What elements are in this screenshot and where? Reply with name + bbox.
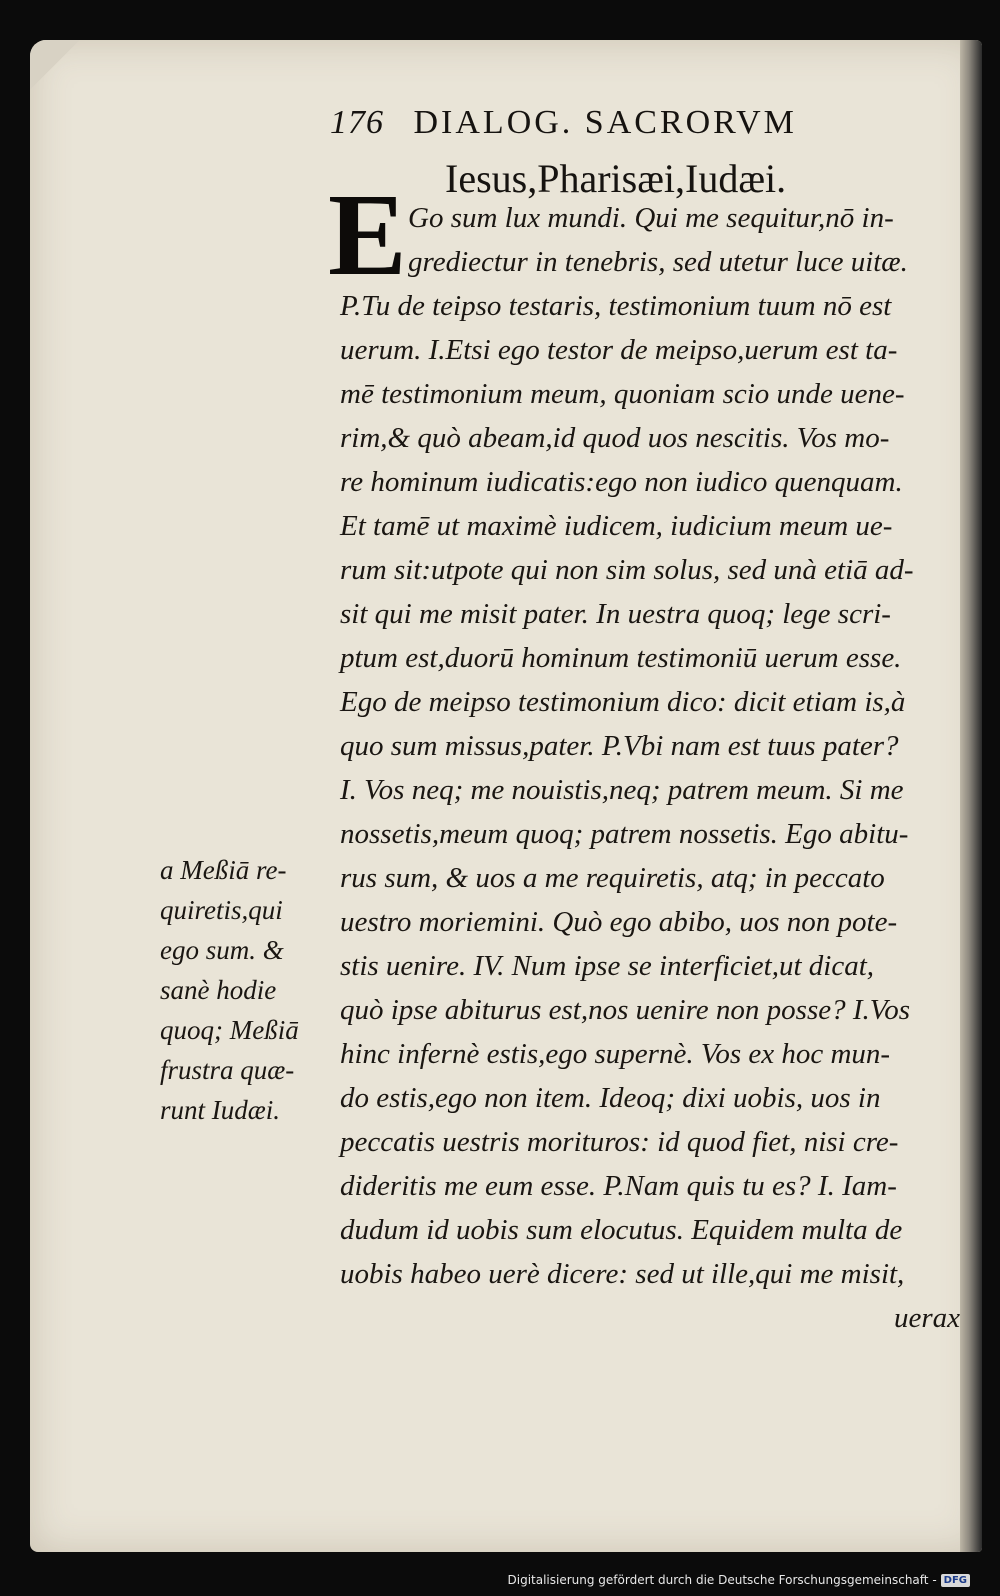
folded-corner — [30, 40, 80, 90]
text-line: dudum id uobis sum elocutus. Equidem multa de — [340, 1214, 903, 1246]
margin-line: frustra quæ- — [160, 1055, 295, 1085]
page-number: 176 — [330, 104, 384, 141]
text-line: do estis,ego non item. Ideoq; dixi uobis, uos in — [340, 1082, 881, 1114]
footer-text: Digitalisierung gefördert durch die Deutsche Forschungsgemeinschaft - — [507, 1573, 937, 1587]
text-line: rum sit:utpote qui non sim solus, sed unà etiā ad- — [340, 554, 914, 586]
text-line: Et tamē ut maximè iudicem, iudicium meum ue- — [340, 510, 893, 542]
margin-line: ego sum. & — [160, 935, 284, 965]
text-line: quo sum missus,pater. P.Vbi nam est tuus pater? — [340, 730, 899, 762]
text-line: rim,& quò abeam,id quod uos nescitis. Vos mo- — [340, 422, 890, 454]
text-line: uestro moriemini. Quò ego abibo, uos non pote- — [340, 906, 898, 938]
text-line: quò ipse abiturus est,nos uenire non posse? I.Vos — [340, 994, 911, 1026]
text-line: nossetis,meum quoq; patrem nossetis. Ego abitu- — [340, 818, 909, 850]
margin-line: sanè hodie — [160, 975, 277, 1005]
text-line: grediectur in tenebris, sed utetur luce uitæ. — [408, 246, 908, 278]
footer-credit — [508, 1570, 971, 1590]
text-line: dideritis me eum esse. P.Nam quis tu es? I. Iam- — [340, 1170, 897, 1202]
text-line: uobis habeo uerè dicere: sed ut ille,qui me misit, — [340, 1258, 905, 1290]
margin-line: quiretis,qui — [160, 895, 283, 925]
text-line: sit qui me misit pater. In uestra quoq; lege scri- — [340, 598, 891, 630]
text-line: rus sum, & uos a me requiretis, atq; in peccato — [340, 862, 885, 894]
text-line: I. Vos neq; me nouistis,neq; patrem meum. Si me — [340, 774, 904, 806]
drop-cap: E — [328, 169, 407, 300]
page-edge — [960, 40, 982, 1552]
catchword: uerax — [893, 1302, 960, 1334]
margin-line: quoq; Meßiā — [160, 1015, 299, 1045]
text-line: Go sum lux mundi. Qui me sequitur,nō in- — [408, 202, 894, 234]
margin-line: runt Iudæi. — [160, 1095, 281, 1125]
text-line: uerum. I.Etsi ego testor de meipso,uerum est ta- — [340, 334, 898, 366]
text-line: hinc infernè estis,ego supernè. Vos ex hoc mun- — [340, 1038, 891, 1070]
text-line: P.Tu de teipso testaris, testimonium tuum nō est — [340, 290, 892, 322]
text-line: Ego de meipso testimonium dico: dicit etiam is,à — [340, 686, 906, 718]
text-line: stis uenire. IV. Num ipse se interficiet,ut dicat, — [340, 950, 875, 982]
running-head — [330, 104, 930, 144]
margin-line: a Meßiā re- — [160, 855, 287, 885]
text-line: re hominum iudicatis:ego non iudico quenquam. — [340, 466, 903, 498]
running-title: DIALOG. SACRORVM — [413, 104, 797, 141]
text-line: ptum est,duorū hominum testimoniū uerum esse. — [340, 642, 902, 674]
dfg-logo: DFG — [941, 1574, 970, 1587]
text-line: mē testimonium meum, quoniam scio unde uene- — [340, 378, 905, 410]
text-line: peccatis uestris morituros: id quod fiet, nisi cre- — [340, 1126, 899, 1158]
section-heading: Iesus,Pharisæi,Iudæi. — [445, 156, 787, 201]
